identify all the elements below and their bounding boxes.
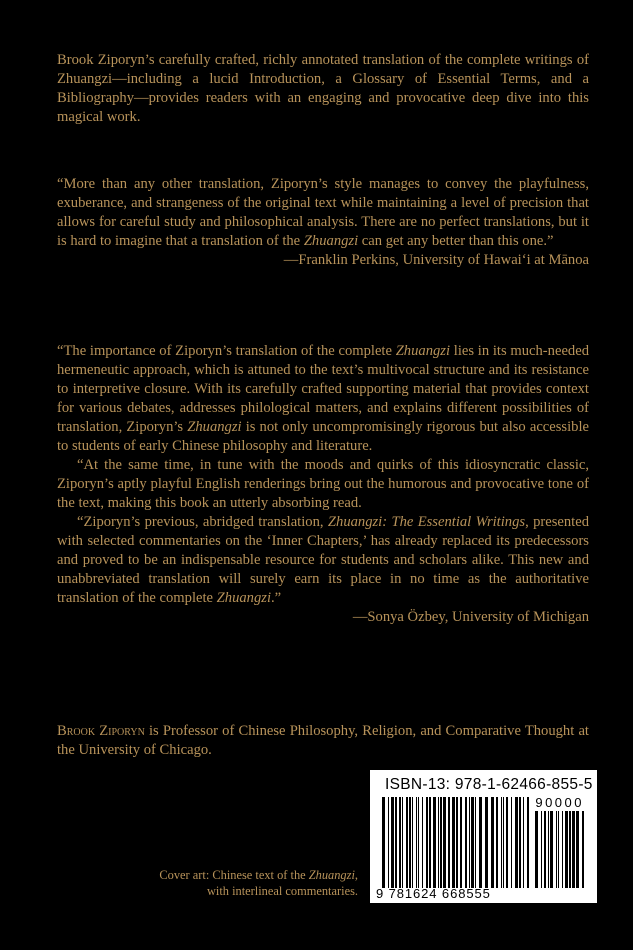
barcode-bar [535, 811, 538, 888]
barcode-bar [440, 797, 442, 888]
ean-barcode-bars [382, 797, 530, 888]
barcode-bar [399, 797, 401, 888]
barcode-bar [569, 811, 571, 888]
barcode-bar [402, 797, 403, 888]
barcode-bar [479, 797, 482, 888]
barcode-bar [565, 811, 568, 888]
barcode-bar [460, 797, 462, 888]
barcode-bar [485, 797, 488, 888]
barcode-bar [515, 797, 518, 888]
price-code-label: 90000 [535, 795, 584, 810]
quote-paragraph: “The importance of Ziporyn’s translation of the complete Zhuangzi lies in its much-needed hermeneutic approach, which is attuned to the text’s multivocal structure and its resistance to interpretive closure. With its carefully crafted supporting material that provides context for various debates, addresses philological matters, and explains different possibilities of translation, Ziporyn’s Zhuangzi is not only uncompromisingly rigorous but also accessible to students of early Chinese philosophy and literature. [57, 343, 589, 454]
barcode-bar [448, 797, 450, 888]
barcode-bar [582, 811, 584, 888]
barcode-bar [429, 797, 431, 888]
barcode-bar [382, 797, 385, 888]
bio-text: Brook Ziporyn is Professor of Chinese Philosophy, Religion, and Comparative Thought at the University of Chicago. [57, 723, 589, 758]
barcode-bar [406, 797, 408, 888]
barcode-bar [471, 797, 474, 888]
barcode-bar [456, 797, 458, 888]
barcode-bar [496, 797, 498, 888]
quote-attribution: —Franklin Perkins, University of Hawai‘i at Mānoa [283, 252, 589, 268]
barcode-bar [433, 797, 436, 888]
barcode-bar [452, 797, 455, 888]
barcode-bar [519, 797, 521, 888]
barcode-bar [465, 797, 467, 888]
ean-digits: 9 781624 668555 [376, 886, 491, 901]
barcode-bar [511, 797, 512, 888]
barcode-bar [527, 797, 529, 888]
barcode-bar [418, 797, 419, 888]
review-quote-perkins [57, 175, 589, 270]
barcode-bar [503, 797, 504, 888]
barcode-bar [541, 811, 542, 888]
barcode-bar [426, 797, 428, 888]
isbn-label: ISBN-13: 978-1-62466-855-5 [385, 776, 593, 793]
review-quote-ozbey [57, 342, 589, 627]
barcode-bar [544, 811, 546, 888]
barcode-bar [422, 797, 423, 888]
barcode-bar [548, 811, 549, 888]
author-bio [57, 722, 589, 760]
barcode-bar [576, 811, 579, 888]
cover-art-credit: Cover art: Chinese text of the Zhuangzi, with interlineal commentaries. [159, 868, 358, 898]
barcode-bar [491, 797, 494, 888]
barcode-bar [506, 797, 508, 888]
barcode-bar [416, 797, 417, 888]
price-addon-bars [535, 811, 585, 888]
barcode-bar [395, 797, 397, 888]
quote-paragraph: “Ziporyn’s previous, abridged translation, Zhuangzi: The Essential Writings, presented with selected commentaries on the ‘Inner Chapters,’ has already replaced its predecessors and proved to be an indispensable resource for students and scholars alike. This new and unabbreviated translation will surely earn its place in no time as the authoritative translation of the complete Zhuangzi.” [57, 514, 589, 606]
barcode-bar [550, 811, 553, 888]
barcode-bar [388, 797, 389, 888]
barcode-bar [556, 811, 557, 888]
description-blurb [57, 51, 589, 127]
quote-text: “More than any other translation, Ziporyn’s style manages to convey the playfulness, exuberance, and strangeness of the original text while maintaining a level of precision that allows for careful study and philosophical analysis. There are no perfect translations, but it is hard to imagine that a translation of the Zhuangzi can get any better than this one.” [57, 176, 589, 249]
barcode-bar [475, 797, 476, 888]
barcode-bar [438, 797, 439, 888]
barcode-bar [469, 797, 470, 888]
barcode-bar [409, 797, 411, 888]
barcode-bar [443, 797, 446, 888]
barcode-bar [501, 797, 502, 888]
quote-paragraph: “At the same time, in tune with the moods and quirks of this idiosyncratic classic, Ziporyn’s aptly playful English renderings bring out the humorous and provocative tone of the text, making this book an utterly absorbing read. [57, 457, 589, 511]
barcode-bar [412, 797, 413, 888]
barcode-bar [391, 797, 394, 888]
author-name: Brook Ziporyn [57, 723, 145, 739]
barcode-bar [562, 811, 563, 888]
barcode-bar [572, 811, 575, 888]
barcode-bar [558, 811, 559, 888]
barcode-bar [523, 797, 524, 888]
blurb-text: Brook Ziporyn’s carefully crafted, richly annotated translation of the complete writings of Zhuangzi—including a lucid Introduction, a Glossary of Essential Terms, and a Bibliography—provides readers with an engaging and provocative deep dive into this magical work. [57, 52, 589, 125]
isbn-barcode [370, 770, 597, 903]
quote-attribution: —Sonya Özbey, University of Michigan [352, 609, 589, 625]
